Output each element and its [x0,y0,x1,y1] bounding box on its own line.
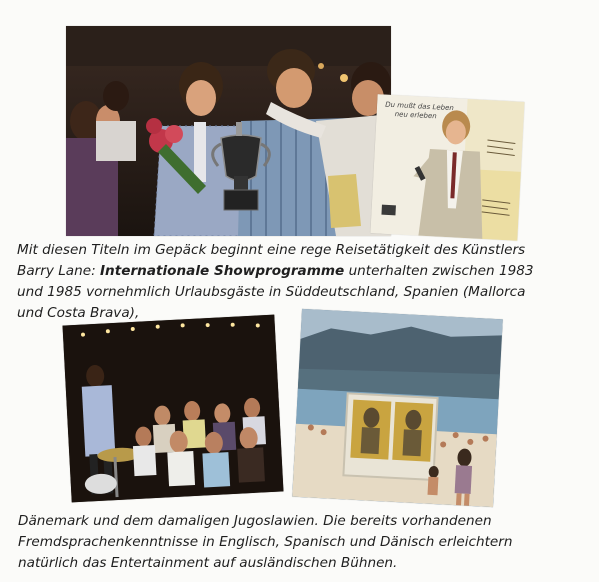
photo-trophy-celebration [66,26,391,236]
record-cover-title-line-1: Du mußt das Leben [384,100,455,113]
caption-top-part-1: Mit diesen Titeln im Gepäck beginnt eine rege Reisetätigkeit des Künstlers Barry Lane: [17,242,526,279]
photo-band-stage [63,315,284,503]
photo-beach-poster [292,309,503,507]
caption-top-bold-phrase: Internationale Showprogramme [99,263,345,279]
caption-top-part-2: unterhalten zwischen 1983 und 1985 vornehmlich Urlaubsgäste in Süddeutschland, Spanien (Mallorca und Costa Brava), [17,263,534,321]
trophy-scene-image [66,26,391,236]
photo-record-cover [370,94,524,241]
caption-paragraph-bottom: Dänemark und dem damaligen Jugoslawien. Die bereits vorhandenen Fremdsprachenkenntnisse in Englisch, Spanisch und Dänisch erleichtern natürlich das Entertainment auf ausländischen Bühnen. [18,513,513,571]
record-cover-title-line-2: neu erleben [394,110,437,121]
band-scene-image [63,315,284,503]
beach-scene-image [292,309,503,507]
